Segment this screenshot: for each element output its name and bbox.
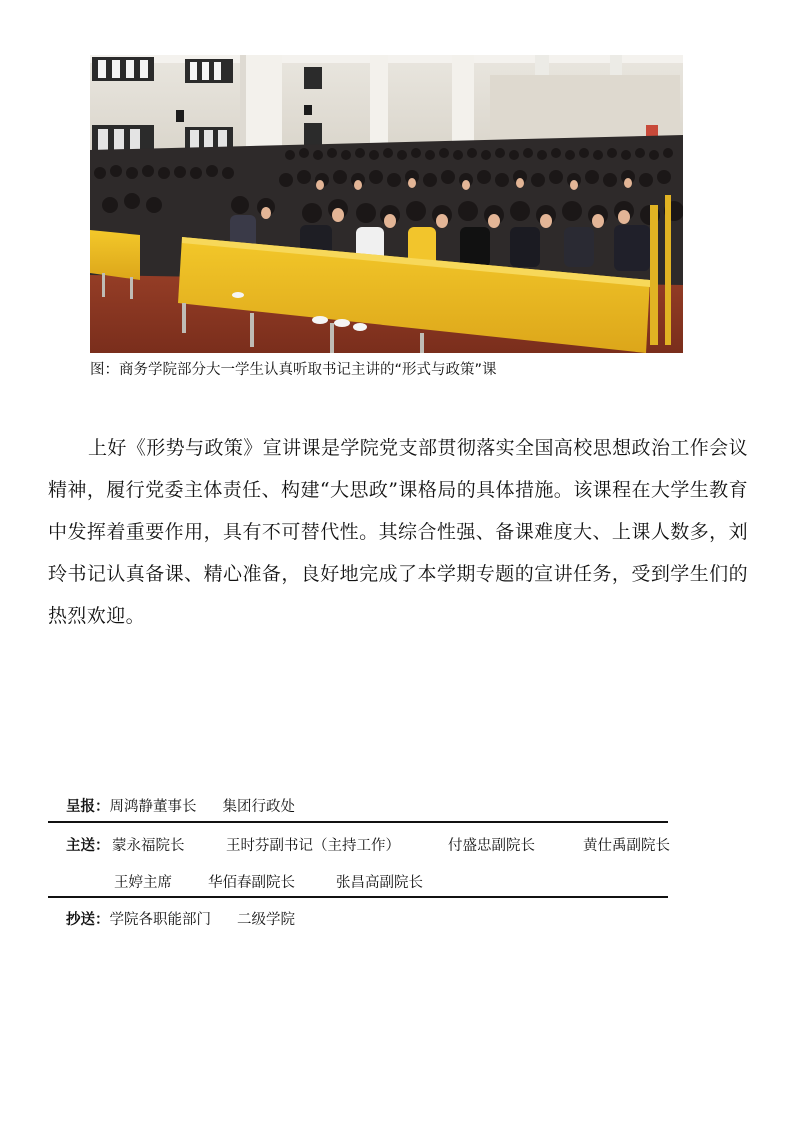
submit-recipient-1: 周鸿静董事长 — [109, 799, 197, 815]
copy-label: 抄送： — [66, 912, 110, 928]
main-recipient-3: 付盛忠副院长 — [448, 838, 535, 854]
copy-recipient-2: 二级学院 — [237, 912, 295, 928]
main-recipient-1: 蒙永福院长 — [112, 838, 185, 854]
main-recipient-2: 王时芬副书记（主持工作） — [226, 838, 400, 854]
article-body — [48, 427, 748, 637]
main-recipient-5: 王婷主席 — [114, 875, 172, 891]
lecture-hall-photo — [90, 55, 683, 353]
photo-caption: 图：商务学院部分大一学生认真听取书记主讲的“形式与政策”课 — [90, 362, 497, 378]
divider-line — [48, 821, 668, 823]
copy-recipient-1: 学院各职能部门 — [109, 912, 211, 928]
submit-recipient-2: 集团行政处 — [222, 799, 295, 815]
submit-line — [66, 795, 295, 816]
main-label: 主送： — [66, 838, 110, 854]
main-recipient-6: 华佰春副院长 — [208, 875, 295, 891]
submit-label: 呈报： — [66, 799, 110, 815]
divider-line — [48, 896, 668, 898]
lecture-hall-illustration — [90, 55, 683, 353]
body-paragraph: 上好《形势与政策》宣讲课是学院党支部贯彻落实全国高校思想政治工作会议精神，履行党委主体责任、构建“大思政”课格局的具体措施。该课程在大学生教育中发挥着重要作用，具有不可替代性。其综合性强、备课难度大、上课人数多，刘玲书记认真备课、精心准备，良好地完成了本学期专题的宣讲任务，受到学生们的热烈欢迎。 — [48, 437, 748, 627]
copy-line — [66, 908, 295, 929]
main-recipients-line-1 — [66, 834, 110, 855]
main-recipient-7: 张昌高副院长 — [336, 875, 423, 891]
main-recipient-4: 黄仕禹副院长 — [583, 838, 670, 854]
